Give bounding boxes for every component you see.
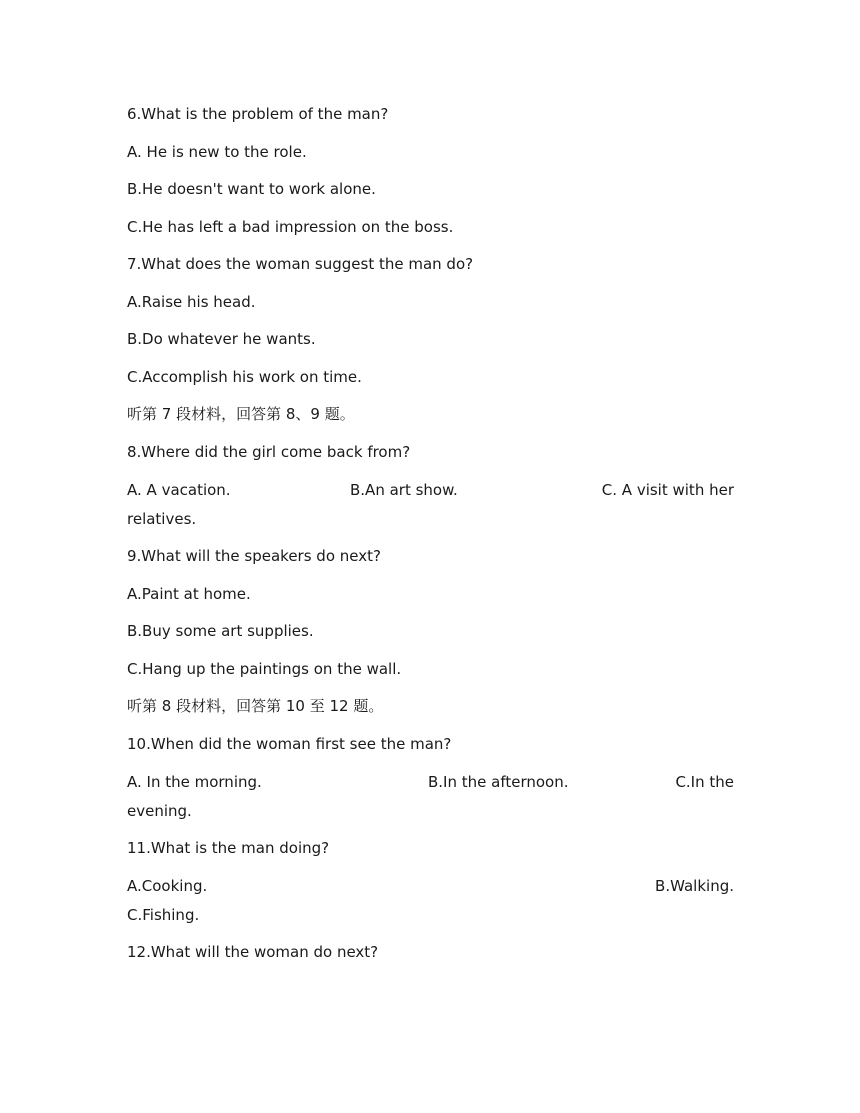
- question-9-option-c: C.Hang up the paintings on the wall.: [127, 660, 402, 678]
- question-9-option-b: B.Buy some art supplies.: [127, 622, 314, 640]
- question-8-option-c: C. A visit with her: [601, 481, 734, 499]
- question-8-option-a: A. A vacation.: [127, 481, 231, 499]
- question-10-option-b: B.In the afternoon.: [428, 773, 569, 791]
- question-7-stem: 7.What does the woman suggest the man do?: [127, 255, 474, 273]
- question-6-option-c: C.He has left a bad impression on the boss.: [127, 218, 454, 236]
- question-11-option-b: B.Walking.: [655, 877, 734, 895]
- question-11-stem: 11.What is the man doing?: [127, 839, 330, 857]
- question-9-option-a: A.Paint at home.: [127, 585, 251, 603]
- question-10-options-row: [127, 772, 734, 792]
- question-8-options-row: [127, 480, 734, 500]
- question-11-options-row: [127, 876, 734, 896]
- question-12-stem: 12.What will the woman do next?: [127, 943, 379, 961]
- question-7-option-b: B.Do whatever he wants.: [127, 330, 316, 348]
- question-10-option-a: A. In the morning.: [127, 773, 262, 791]
- question-10-option-c-continued: evening.: [127, 802, 192, 820]
- question-6-option-a: A. He is new to the role.: [127, 143, 307, 161]
- section-7-heading: 听第 7 段材料，回答第 8、9 题。: [127, 405, 355, 423]
- question-6-option-b: B.He doesn't want to work alone.: [127, 180, 376, 198]
- question-8-stem: 8.Where did the girl come back from?: [127, 443, 411, 461]
- section-8-heading: 听第 8 段材料，回答第 10 至 12 题。: [127, 697, 384, 715]
- question-7-option-c: C.Accomplish his work on time.: [127, 368, 362, 386]
- question-10-option-c: C.In the: [675, 773, 734, 791]
- question-8-option-c-continued: relatives.: [127, 510, 197, 528]
- question-11-option-c: C.Fishing.: [127, 906, 200, 924]
- question-9-stem: 9.What will the speakers do next?: [127, 547, 381, 565]
- question-11-option-a: A.Cooking.: [127, 877, 208, 895]
- question-7-option-a: A.Raise his head.: [127, 293, 256, 311]
- question-10-stem: 10.When did the woman first see the man?: [127, 735, 452, 753]
- question-8-option-b: B.An art show.: [350, 481, 458, 499]
- question-6-stem: 6.What is the problem of the man?: [127, 105, 389, 123]
